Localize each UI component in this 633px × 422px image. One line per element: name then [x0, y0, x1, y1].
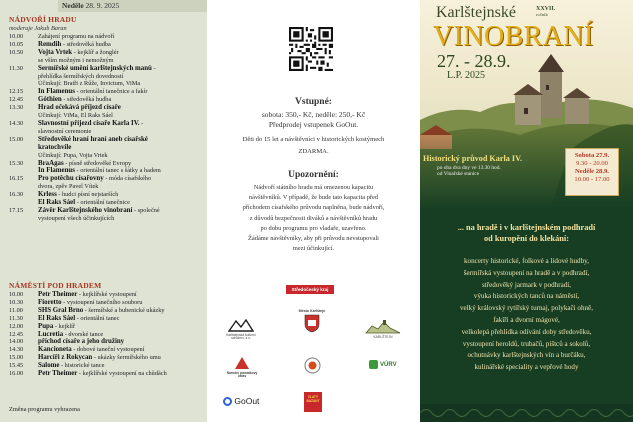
performance-note: - móda císařského	[103, 175, 152, 183]
warning-line: po dobu programu pro vladaře, uzavřeno.	[260, 224, 367, 232]
section-title-square: NÁMĚSTÍ POD HRADEM	[9, 281, 102, 290]
schedule-row	[9, 167, 205, 175]
performer-name: kratochvíle	[38, 143, 72, 151]
performer-name: Středověké hraní hraní aneb císařské	[38, 135, 148, 143]
schedule-time	[9, 152, 38, 160]
schedule-row	[9, 80, 205, 88]
performer-name: Krless	[38, 191, 57, 199]
schedule-time	[9, 167, 38, 175]
performer-name: Petr Theimer	[38, 370, 78, 378]
round-emblem-icon	[304, 357, 321, 374]
performance-note: vystoupení všech účinkujících	[38, 214, 115, 222]
schedule-row	[9, 331, 205, 339]
warning-line: z důvodů bezpečnosti diváků a návštěvníků hradu	[249, 214, 378, 222]
performance-note: - dvorské tance	[63, 330, 104, 338]
schedule-time: 15.00	[9, 354, 24, 362]
feature-item: vystoupení heroldů, trubačů, pištců a sokolů,	[462, 339, 591, 348]
schedule-row	[9, 299, 205, 307]
qr-code-icon[interactable]	[289, 27, 333, 71]
kids-free: ZDARMA.	[298, 148, 329, 155]
performance-note: - kejklířské vystoupení	[77, 291, 137, 298]
schedule-row	[9, 128, 205, 136]
feature-item: šermířská vystoupení na hradě a v podhradí,	[463, 268, 590, 277]
schedule-row	[9, 49, 205, 57]
warning-line: návštěvníků. V případě, že bude tato kapacita před	[248, 194, 379, 202]
schedule-time: 14.30	[9, 346, 24, 354]
performance-note: Účinkují: Pupa, Vojta Vrtek	[38, 151, 108, 159]
feature-item: velkolepá přehlídka odívání doby středověku,	[461, 327, 592, 336]
goout-icon	[223, 397, 232, 406]
schedule-desc	[38, 57, 205, 65]
schedule-desc	[38, 49, 205, 57]
schedule-row	[9, 315, 205, 323]
performance-note: - písně středověké Evropy	[63, 159, 132, 167]
performer-name: Hrad očekává příjezd císaře	[38, 104, 121, 112]
feature-item: fakíři a dvorní mágové,	[493, 315, 560, 324]
title-line1: Karlštejnské	[436, 4, 516, 21]
performance-note: - šermířské a bubenické ukázky	[83, 306, 165, 314]
moderator: moderuje Jakub Baran	[9, 24, 67, 32]
schedule-time: 17.15	[9, 206, 24, 214]
edition-number: XXVII. ročník	[536, 6, 556, 17]
schedule-desc	[38, 191, 205, 199]
schedule-time: 16.00	[9, 370, 24, 378]
schedule-row	[9, 144, 205, 152]
schedule-row	[9, 199, 205, 207]
opening-hours-box: Sobota 27.9. 9.30 - 20.00 Neděle 28.9. 10.00 - 17.00	[565, 148, 619, 196]
features-heading: ... na hradě i v karlštejnském podhradí od kuropění do klekání:	[457, 223, 596, 243]
sunday-date: Neděle 28. 9. 2025	[62, 1, 120, 10]
performance-note: -	[139, 119, 144, 127]
performer-name: Petr Theimer	[38, 291, 78, 298]
logo-npu: Národní památkový ústav	[225, 356, 259, 379]
schedule-row	[9, 33, 205, 41]
performance-note: - historické tance	[59, 362, 105, 370]
castle-icon	[364, 318, 402, 334]
performance-note: - společné	[132, 206, 160, 214]
schedule-desc	[38, 183, 205, 191]
schedule-desc	[38, 104, 205, 112]
ornamental-border	[420, 404, 633, 422]
schedule-time	[9, 199, 38, 207]
schedule-row	[9, 346, 205, 354]
schedule-time	[9, 57, 38, 65]
schedule-row	[9, 88, 205, 96]
performer-name: Harcíři z Rokycan	[38, 354, 93, 362]
schedule-desc	[38, 299, 205, 307]
performer-name: Závěr Karlštejnského vinobraní	[38, 206, 133, 214]
schedule-desc	[38, 346, 205, 354]
schedule-desc	[38, 65, 205, 73]
warning-line: Nádvoří státního hradu má omezenou kapacitu	[253, 184, 374, 191]
schedule-desc	[38, 331, 205, 339]
feature-item: ochutnávky karlštejnských vín a burčáku,	[467, 351, 586, 360]
logo-goout: GoOut	[223, 396, 259, 406]
logo-zlaty-bazant: ZLATÝ BAŽANT	[304, 392, 322, 412]
schedule-desc	[38, 307, 205, 315]
schedule-time: 10.05	[9, 40, 24, 48]
schedule-desc	[38, 291, 205, 299]
performer-name: Pro potěchu císařovny	[38, 175, 104, 183]
schedule-time: 15.00	[9, 135, 24, 143]
procession-title: Historický průvod Karla IV.	[423, 154, 523, 163]
schedule-desc	[38, 128, 205, 136]
schedule-time	[9, 112, 38, 120]
schedule-row	[9, 96, 205, 104]
logo-karlstejn: KARLŠTEJN	[362, 318, 404, 339]
schedule-row	[9, 41, 205, 49]
schedule-time: 12.45	[9, 330, 24, 338]
performer-name: Kancioneta	[38, 346, 72, 354]
schedule-time: 12.45	[9, 96, 24, 104]
feature-item: velký královský rytířský turnaj, polykači ohně,	[460, 304, 593, 313]
schedule-courtyard	[9, 33, 205, 223]
performance-note: - kejklíř a žonglér	[72, 48, 119, 56]
performance-note: se vším možným i nemožným	[38, 56, 114, 64]
schedule-row	[9, 175, 205, 183]
warning-text	[226, 183, 401, 254]
performer-name: Salome	[38, 362, 60, 370]
schedule-desc	[38, 73, 205, 81]
schedule-row	[9, 183, 205, 191]
performer-name: BraAgas	[38, 159, 64, 167]
schedule-row	[9, 338, 205, 346]
performer-name: Vojta Vrtek	[38, 48, 73, 56]
schedule-row	[9, 73, 205, 81]
schedule-time: 15.45	[9, 362, 24, 370]
schedule-row	[9, 152, 205, 160]
admission-title: Vstupné:	[295, 97, 332, 107]
schedule-desc	[38, 112, 205, 120]
schedule-desc	[38, 207, 205, 215]
performance-note: dvora, zpěv Pavel Vítek	[38, 183, 99, 191]
schedule-row	[9, 362, 205, 370]
schedule-time: 15.30	[9, 159, 24, 167]
performer-name: El Raks Sáel	[38, 199, 76, 207]
schedule-time	[9, 80, 38, 88]
schedule-desc	[38, 362, 205, 370]
kids-info: Děti do 15 let a návštěvníci v historických kostýmech	[242, 136, 385, 143]
performer-name: Pupa	[38, 322, 54, 330]
performer-name: Šermířské umění karlštejnských manů	[38, 64, 152, 72]
schedule-row	[9, 136, 205, 144]
performer-name: Lucretia	[38, 330, 64, 338]
section-title-courtyard: NÁDVOŘÍ HRADU	[9, 15, 77, 24]
admission-prices: sobota: 350,- Kč, neděle: 250,- Kč	[261, 110, 366, 119]
performance-note: -	[151, 64, 156, 72]
schedule-row	[9, 354, 205, 362]
presale-info: Předprodej vstupenek GoOut.	[268, 120, 359, 129]
schedule-square	[9, 291, 205, 378]
schedule-time: 12.15	[9, 88, 24, 96]
performer-name: El Raks Sáel	[38, 314, 76, 322]
schedule-desc	[38, 315, 205, 323]
schedule-time: 11.30	[9, 314, 23, 322]
logo-kulturni-sdruzeni: Karlštejnská kulturní sdružení, z.s.	[222, 318, 260, 341]
leaf-icon	[369, 360, 378, 369]
warning-line: Žádáme návštěvníky, aby při průvodu nevstupovali	[248, 235, 379, 243]
schedule-desc	[38, 160, 205, 168]
performance-note: - orientální tanec	[75, 314, 120, 322]
schedule-row	[9, 207, 205, 215]
performance-note: Účinkují: ViMa, El Raks Sáel	[38, 112, 113, 120]
schedule-desc	[38, 338, 205, 346]
schedule-row	[9, 215, 205, 223]
schedule-row	[9, 370, 205, 378]
performance-note: - kejklíř	[53, 322, 76, 330]
feature-item: koncerty historické, folkové a lidové hudby,	[463, 257, 590, 265]
features-list	[420, 256, 633, 374]
schedule-time: 16.15	[9, 175, 24, 183]
schedule-desc	[38, 167, 205, 175]
performance-note: Zahájení programu na nádvoří	[38, 33, 115, 40]
schedule-desc	[38, 152, 205, 160]
performer-name: In Flamenus	[38, 88, 75, 96]
schedule-row	[9, 160, 205, 168]
performance-note: - středověká hudba	[61, 40, 111, 48]
performer-name: Fioretto	[38, 298, 62, 306]
warning-line: mezi účinkující.	[292, 245, 335, 253]
schedule-time: 11.30	[9, 64, 23, 72]
performance-note: - hudci písní nejstarších	[56, 191, 119, 199]
schedule-row	[9, 112, 205, 120]
coat-of-arms-icon	[304, 314, 320, 333]
title-vinobrani: VINOBRANÍ	[433, 21, 594, 52]
schedule-row	[9, 120, 205, 128]
performance-note: - kejklířské vystoupení na chůdách	[77, 370, 167, 378]
festival-year: L.P. 2025	[447, 70, 486, 81]
procession-details: po oba dva dny ve 13.30 hod. od Vinařské stanice	[437, 165, 501, 178]
schedule-row	[9, 57, 205, 65]
performer-name: SHŠ Gral Brno	[38, 306, 84, 314]
logo-vurv: VÚRV	[362, 360, 404, 369]
performance-note: - středověká hudba	[61, 96, 112, 104]
performance-note: Účinkují: Bratři z Růže, Invictum, ViMa	[38, 80, 141, 88]
schedule-desc	[38, 88, 205, 96]
schedule-row	[9, 191, 205, 199]
performance-note: - orientální tanečnice	[75, 199, 130, 207]
schedule-desc	[38, 136, 205, 144]
castle-outline-icon	[228, 318, 254, 332]
schedule-row	[9, 291, 205, 299]
sponsor-region-badge: Středočeský kraj	[286, 285, 334, 294]
schedule-time: 12.00	[9, 322, 24, 330]
logo-circle	[302, 357, 322, 376]
schedule-time	[9, 128, 38, 136]
schedule-time	[9, 215, 38, 223]
feature-item: kulinářské speciality a vepřové hody	[474, 363, 579, 372]
schedule-desc	[38, 120, 205, 128]
performance-note: - ukázky šermířského umu	[92, 354, 161, 362]
performer-name: Slavnostní příjezd císaře Karla IV.	[38, 119, 140, 127]
schedule-row	[9, 104, 205, 112]
schedule-time: 10.00	[9, 291, 24, 298]
schedule-desc	[38, 215, 205, 223]
performance-note: - vystoupení tanečního souboru	[61, 298, 143, 306]
performance-note: přehlídka šermířských dovedností	[38, 72, 124, 80]
schedule-desc	[38, 354, 205, 362]
performance-note: - dobové taneční vystoupení	[71, 346, 145, 354]
performance-note: - orientální tanec s šátky a hadem	[74, 167, 161, 175]
schedule-time	[9, 183, 38, 191]
schedule-row	[9, 307, 205, 315]
schedule-row	[9, 65, 205, 73]
schedule-desc	[38, 80, 205, 88]
schedule-row	[9, 323, 205, 331]
schedule-desc	[38, 199, 205, 207]
performance-note: slavnostní ceremonie	[38, 127, 92, 135]
logo-mesto-karlstejn: Město Karlštejn	[294, 310, 330, 334]
schedule-time: 10.30	[9, 298, 24, 306]
schedule-time: 10.00	[9, 33, 24, 40]
schedule-time: 11.00	[9, 306, 23, 314]
warning-line: příchodem císařského průvodu naplněna, bude nádvoří,	[242, 204, 385, 212]
schedule-desc	[38, 33, 205, 41]
schedule-desc	[38, 41, 205, 49]
schedule-time	[9, 144, 38, 152]
npu-icon	[234, 356, 250, 370]
schedule-desc	[38, 323, 205, 331]
schedule-desc	[38, 96, 205, 104]
schedule-time: 13.30	[9, 104, 24, 112]
performer-name: Góthien	[38, 96, 62, 104]
performer-name: příchod císaře a jeho družiny	[38, 338, 125, 346]
performer-name: Řemdih	[38, 40, 62, 48]
schedule-desc	[38, 370, 205, 378]
schedule-time: 14.00	[9, 338, 24, 346]
warning-title: Upozornění:	[288, 170, 339, 180]
schedule-time: 14.30	[9, 119, 24, 127]
schedule-time	[9, 73, 38, 81]
schedule-desc	[38, 175, 205, 183]
change-note: Změna programu vyhrazena	[9, 406, 80, 413]
schedule-desc	[38, 144, 205, 152]
feature-item: výuka historických tanců na náměstí,	[473, 292, 580, 301]
festival-dates: 27. - 28.9.	[437, 51, 511, 71]
feature-item: středověký jarmark v podhradí,	[481, 280, 572, 289]
performance-note: - orientální tanečnice a fakír	[74, 88, 148, 96]
schedule-time: 16.30	[9, 191, 24, 199]
performer-name: In Flamenus	[38, 167, 75, 175]
schedule-time: 10.50	[9, 48, 24, 56]
